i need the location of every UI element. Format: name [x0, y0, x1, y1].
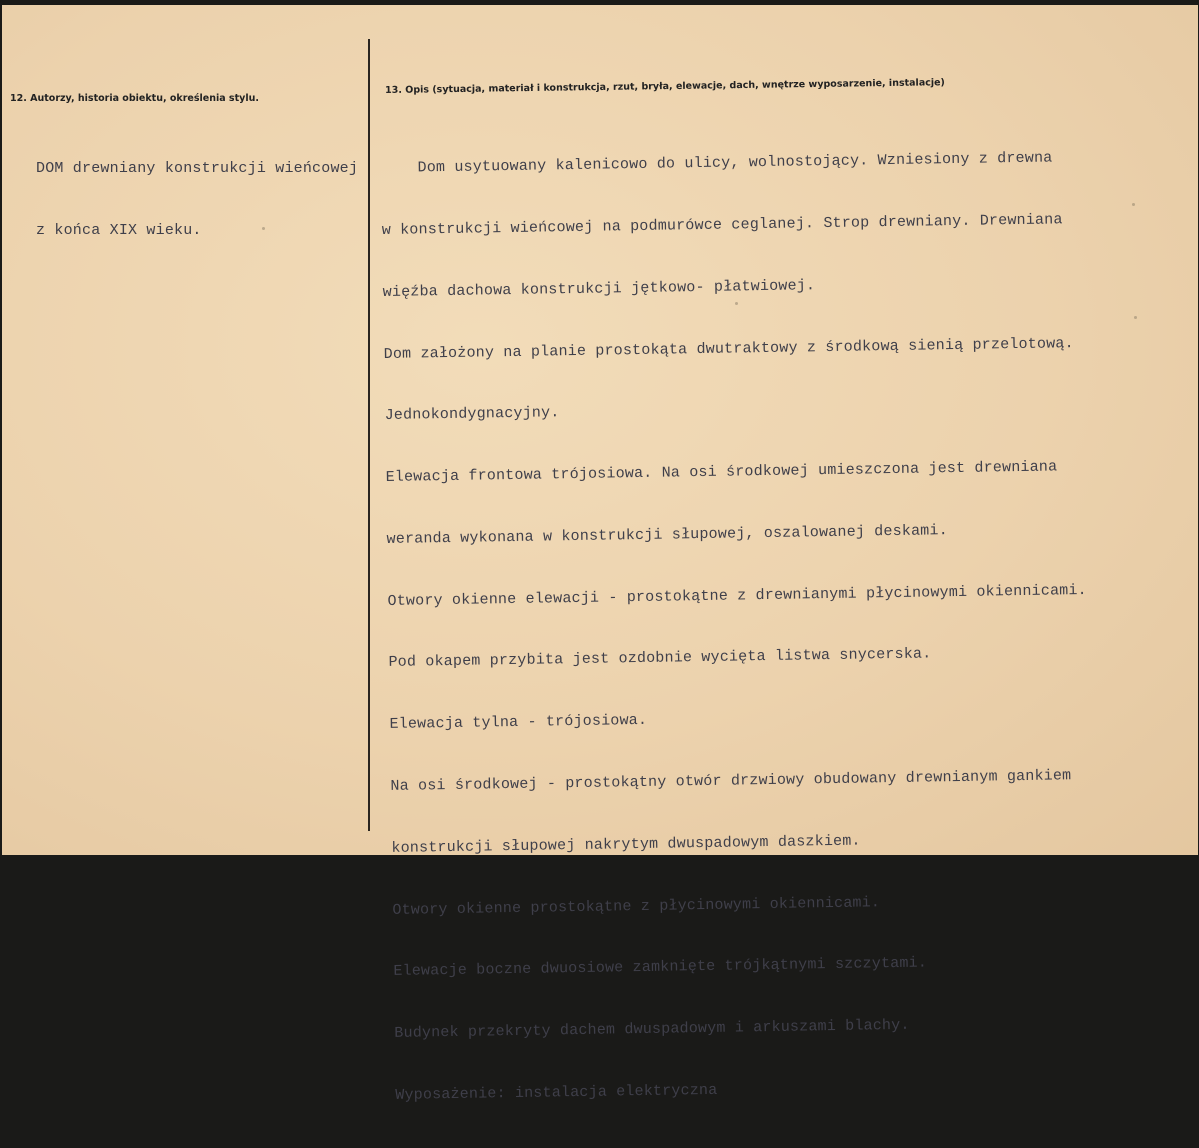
right-text-line: Dom założony na planie prostokąta dwutraktowy z środkową sienią przelotową. [383, 334, 1074, 363]
left-text-line: DOM drewniany konstrukcji wieńcowej [36, 160, 359, 178]
right-text-line: Na osi środkowej - prostokątny otwór drzwiowy obudowany drewnianym gankiem [390, 767, 1072, 795]
right-text-line: Wyposażenie: instalacja elektryczna [395, 1081, 718, 1104]
description-text [380, 107, 1095, 1148]
right-text-line: Otwory okienne prostokątne z płycinowymi okiennicami. [392, 893, 881, 919]
paper-speck [1132, 203, 1135, 206]
document-page [2, 5, 1198, 1104]
section-13-header: 13. Opis (sytuacja, materiał i konstrukcja, rzut, bryła, elewacje, dach, wnętrze wyposarzenie, instalacje) [385, 77, 945, 96]
right-text-line: Dom usytuowany kalenicowo do ulicy, wolnostojący. Wzniesiony z drewna [380, 149, 1053, 178]
paper-speck [1134, 316, 1137, 319]
right-text-line: Budynek przekryty dachem dwuspadowym i arkuszami blachy. [394, 1016, 910, 1043]
column-divider [368, 39, 370, 831]
right-text-line: więźba dachowa konstrukcji jętkowo- płatwiowej. [382, 276, 816, 301]
right-text-line: Pod okapem przybita jest ozdobnie wycięta listwa snycerska. [388, 645, 932, 672]
right-text-line: weranda wykonana w konstrukcji słupowej, oszalowanej deskami. [386, 522, 948, 548]
right-text-line: Elewacje boczne dwuosiowe zamknięte trójkątnymi szczytami. [393, 954, 928, 981]
right-text-line: Jednokondygnacyjny. [384, 404, 560, 425]
paper-speck [735, 302, 738, 305]
authors-history-text [36, 118, 358, 283]
section-12-header: 12. Autorzy, historia obiektu, określenia stylu. [10, 93, 259, 104]
right-text-line: konstrukcji słupowej nakrytym dwuspadowym daszkiem. [391, 832, 861, 857]
left-text-line: z końca XIX wieku. [36, 221, 202, 239]
right-text-line: Otwory okienne elewacji - prostokątne z drewnianymi płycinowymi okiennicami. [387, 581, 1087, 610]
right-text-line: Elewacja tylna - trójosiowa. [389, 712, 648, 734]
paper-speck [262, 227, 265, 230]
right-text-line: Elewacja frontowa trójosiowa. Na osi środkowej umieszczona jest drewniana [385, 458, 1058, 487]
right-text-line: w konstrukcji wieńcowej na podmurówce ceglanej. Strop drewniany. Drewniana [381, 211, 1063, 239]
